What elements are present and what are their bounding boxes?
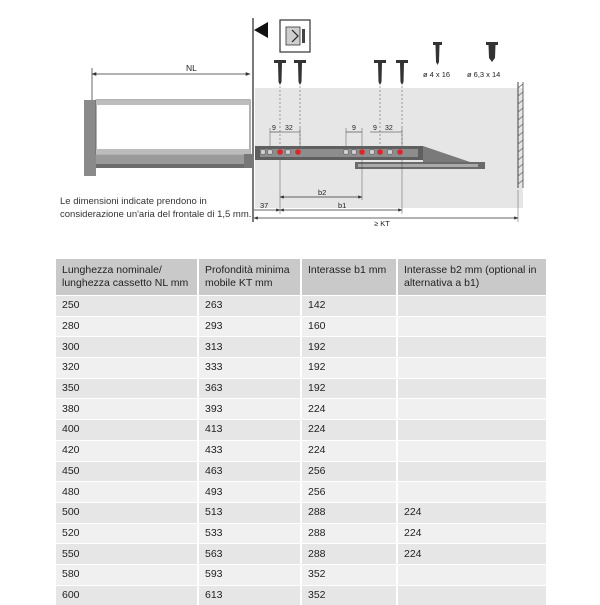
table-cell: 288 (301, 523, 397, 544)
table-cell: 480 (56, 482, 198, 503)
table-cell (397, 378, 546, 399)
table-cell (397, 337, 546, 358)
dim-32-left: 32 (285, 125, 293, 132)
table-cell: 493 (198, 482, 301, 503)
table-row (56, 523, 546, 544)
table-row (56, 440, 546, 461)
table-cell: 256 (301, 482, 397, 503)
drawer (84, 100, 254, 176)
table-cell: 352 (301, 564, 397, 585)
b1-label: b1 (338, 201, 347, 210)
screw-small-label: ø 4 x 16 (423, 70, 451, 79)
table-cell: 256 (301, 461, 397, 482)
table-cell: 520 (56, 523, 198, 544)
table-cell: 333 (198, 358, 301, 379)
table-cell: 400 (56, 420, 198, 441)
table-cell: 363 (198, 378, 301, 399)
table-cell (397, 399, 546, 420)
table-cell: 450 (56, 461, 198, 482)
hole-marker (397, 149, 403, 155)
header-nl: Lunghezza nominale/ lunghezza cassetto NL mm (56, 259, 198, 296)
table-cell: 224 (301, 440, 397, 461)
kt-label: ≥ KT (374, 219, 390, 228)
table-cell: 224 (397, 502, 546, 523)
table-row (56, 585, 546, 605)
table-row (56, 544, 546, 565)
header-kt: Profondità minima mobile KT mm (198, 259, 301, 296)
table-cell: 160 (301, 316, 397, 337)
dim-32-right: 32 (385, 125, 393, 132)
offset-37-label: 37 (260, 201, 269, 210)
table-cell: 500 (56, 502, 198, 523)
table-cell: 192 (301, 358, 397, 379)
table-cell: 550 (56, 544, 198, 565)
screw-small-icon (433, 42, 442, 65)
hole-marker (359, 149, 365, 155)
table-cell: 224 (397, 544, 546, 565)
table-cell: 380 (56, 399, 198, 420)
table-cell: 288 (301, 502, 397, 523)
table-cell: 293 (198, 316, 301, 337)
table-row (56, 482, 546, 503)
table-cell (397, 585, 546, 605)
table-cell: 613 (198, 585, 301, 605)
table-header-row (56, 259, 546, 296)
table-cell: 300 (56, 337, 198, 358)
screw-legend (423, 42, 500, 79)
table-cell: 433 (198, 440, 301, 461)
table-cell: 320 (56, 358, 198, 379)
screw-large-icon (486, 42, 498, 62)
nl-dimension (92, 63, 250, 100)
table-cell: 580 (56, 564, 198, 585)
table-row (56, 420, 546, 441)
front-reference-arrow (254, 22, 268, 38)
table-cell: 250 (56, 296, 198, 317)
table-cell (397, 482, 546, 503)
dim-9-right: 9 (373, 125, 377, 132)
table-row (56, 461, 546, 482)
table-row (56, 399, 546, 420)
header-b1: Interasse b1 mm (301, 259, 397, 296)
table-cell (397, 316, 546, 337)
hole-marker (377, 149, 383, 155)
table-cell (397, 420, 546, 441)
table-row (56, 378, 546, 399)
table-row (56, 358, 546, 379)
table-cell: 263 (198, 296, 301, 317)
screw-large-label: ø 6,3 x 14 (467, 70, 501, 79)
table-cell: 600 (56, 585, 198, 605)
table-cell: 463 (198, 461, 301, 482)
table-cell: 192 (301, 337, 397, 358)
table-cell: 288 (301, 544, 397, 565)
table-cell (397, 461, 546, 482)
table-cell: 420 (56, 440, 198, 461)
table-cell: 563 (198, 544, 301, 565)
table-cell: 280 (56, 316, 198, 337)
locking-device-icon (280, 20, 310, 52)
table-row (56, 502, 546, 523)
table-cell: 313 (198, 337, 301, 358)
header-b2: Interasse b2 mm (optional in alternativa a b1) (397, 259, 546, 296)
note-text: Le dimensioni indicate prendono in considerazione un'aria del frontale di 1,5 mm. (60, 196, 252, 220)
table-cell (397, 564, 546, 585)
table-cell: 224 (397, 523, 546, 544)
hole-marker (277, 149, 283, 155)
dimensions-table (56, 259, 546, 605)
table-cell: 393 (198, 399, 301, 420)
table-cell: 224 (301, 420, 397, 441)
dim-9-left: 9 (272, 125, 276, 132)
table-cell (397, 440, 546, 461)
table-cell: 192 (301, 378, 397, 399)
table-cell: 513 (198, 502, 301, 523)
table-cell: 350 (56, 378, 198, 399)
screw-icon (274, 60, 408, 85)
table-row (56, 337, 546, 358)
table-cell: 224 (301, 399, 397, 420)
table-row (56, 296, 546, 317)
hole-marker (295, 149, 301, 155)
table-cell: 413 (198, 420, 301, 441)
table-row (56, 564, 546, 585)
table-cell: 142 (301, 296, 397, 317)
dim-9-mid: 9 (352, 125, 356, 132)
nl-label: NL (186, 63, 197, 73)
table-cell: 352 (301, 585, 397, 605)
table-row (56, 316, 546, 337)
table-cell: 533 (198, 523, 301, 544)
table-cell (397, 296, 546, 317)
b2-label: b2 (318, 188, 327, 197)
table-cell: 593 (198, 564, 301, 585)
table-cell (397, 358, 546, 379)
